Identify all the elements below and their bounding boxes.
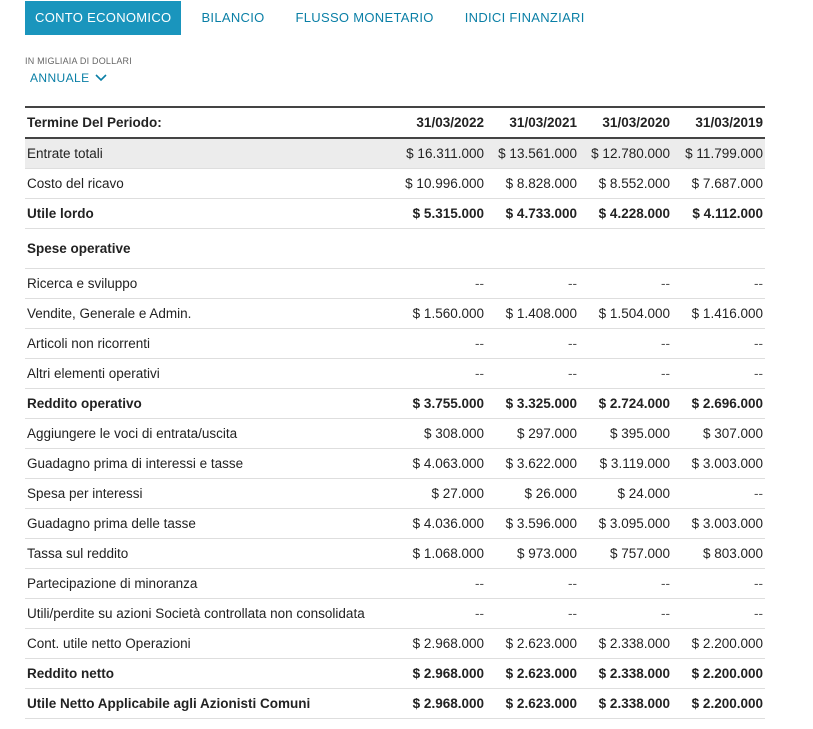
- row-value: --: [579, 359, 672, 389]
- table-body: [25, 138, 765, 719]
- table-row: [25, 169, 765, 199]
- row-value: [391, 229, 486, 269]
- row-value: [672, 229, 765, 269]
- row-value: $ 4.228.000: [579, 199, 672, 229]
- row-value: $ 10.996.000: [391, 169, 486, 199]
- table-row: [25, 689, 765, 719]
- row-value: $ 1.408.000: [486, 299, 579, 329]
- income-statement-table: [25, 106, 765, 719]
- row-value: --: [486, 269, 579, 299]
- row-value: $ 3.755.000: [391, 389, 486, 419]
- row-value: $ 3.596.000: [486, 509, 579, 539]
- row-value: $ 4.733.000: [486, 199, 579, 229]
- row-value: $ 1.504.000: [579, 299, 672, 329]
- row-label: Utili/perdite su azioni Società controllata non consolidata: [25, 599, 391, 629]
- row-value: $ 27.000: [391, 479, 486, 509]
- table-row: [25, 449, 765, 479]
- row-value: $ 8.552.000: [579, 169, 672, 199]
- table-row: [25, 199, 765, 229]
- row-value: --: [391, 569, 486, 599]
- row-value: $ 2.338.000: [579, 659, 672, 689]
- table-row: [25, 269, 765, 299]
- row-value: $ 3.119.000: [579, 449, 672, 479]
- row-value: $ 2.968.000: [391, 689, 486, 719]
- row-value: --: [486, 359, 579, 389]
- row-value: --: [672, 599, 765, 629]
- row-value: --: [486, 569, 579, 599]
- row-label: Vendite, Generale e Admin.: [25, 299, 391, 329]
- row-value: $ 308.000: [391, 419, 486, 449]
- table-row: [25, 659, 765, 689]
- table-row: [25, 329, 765, 359]
- row-value: $ 2.200.000: [672, 659, 765, 689]
- row-label: Spese operative: [25, 229, 391, 269]
- row-label: Cont. utile netto Operazioni: [25, 629, 391, 659]
- row-value: $ 1.068.000: [391, 539, 486, 569]
- row-value: $ 2.200.000: [672, 689, 765, 719]
- tab-flusso-monetario[interactable]: FLUSSO MONETARIO: [295, 10, 434, 25]
- row-value: $ 26.000: [486, 479, 579, 509]
- row-value: $ 12.780.000: [579, 138, 672, 169]
- statement-tabs: [25, 1, 606, 35]
- row-value: $ 2.968.000: [391, 659, 486, 689]
- table-row: [25, 359, 765, 389]
- row-value: --: [672, 479, 765, 509]
- row-label: Utile Netto Applicabile agli Azionisti Comuni: [25, 689, 391, 719]
- row-value: $ 11.799.000: [672, 138, 765, 169]
- row-value: $ 24.000: [579, 479, 672, 509]
- table-row: [25, 629, 765, 659]
- row-value: $ 2.623.000: [486, 629, 579, 659]
- row-value: $ 2.968.000: [391, 629, 486, 659]
- row-value: $ 7.687.000: [672, 169, 765, 199]
- period-dropdown[interactable]: [30, 71, 107, 85]
- row-value: $ 2.338.000: [579, 629, 672, 659]
- table-row: [25, 419, 765, 449]
- row-label: Aggiungere le voci di entrata/uscita: [25, 419, 391, 449]
- row-value: --: [672, 569, 765, 599]
- row-value: --: [486, 329, 579, 359]
- row-value: $ 2.724.000: [579, 389, 672, 419]
- row-value: $ 297.000: [486, 419, 579, 449]
- row-value: $ 2.696.000: [672, 389, 765, 419]
- row-label: Guadagno prima delle tasse: [25, 509, 391, 539]
- row-label: Tassa sul reddito: [25, 539, 391, 569]
- row-value: --: [391, 359, 486, 389]
- table-header-row: [25, 107, 765, 138]
- row-value: $ 757.000: [579, 539, 672, 569]
- row-value: --: [391, 599, 486, 629]
- row-value: --: [672, 329, 765, 359]
- header-column: 31/03/2020: [579, 107, 672, 138]
- tab-conto-economico[interactable]: CONTO ECONOMICO: [25, 1, 181, 35]
- units-label: IN MIGLIAIA DI DOLLARI: [25, 56, 132, 66]
- chevron-down-icon: [95, 74, 107, 82]
- row-value: $ 2.200.000: [672, 629, 765, 659]
- row-value: --: [579, 329, 672, 359]
- row-label: Costo del ricavo: [25, 169, 391, 199]
- row-value: --: [391, 329, 486, 359]
- table-row: [25, 299, 765, 329]
- row-label: Articoli non ricorrenti: [25, 329, 391, 359]
- row-value: $ 1.560.000: [391, 299, 486, 329]
- table-row: [25, 599, 765, 629]
- row-value: --: [486, 599, 579, 629]
- row-value: --: [672, 359, 765, 389]
- tab-bilancio[interactable]: BILANCIO: [201, 10, 265, 25]
- row-value: $ 3.095.000: [579, 509, 672, 539]
- row-value: [486, 229, 579, 269]
- row-value: --: [579, 569, 672, 599]
- row-value: $ 1.416.000: [672, 299, 765, 329]
- row-label: Reddito netto: [25, 659, 391, 689]
- row-label: Reddito operativo: [25, 389, 391, 419]
- table-row: [25, 509, 765, 539]
- table-row: [25, 229, 765, 269]
- row-value: $ 307.000: [672, 419, 765, 449]
- row-value: --: [579, 269, 672, 299]
- row-value: $ 13.561.000: [486, 138, 579, 169]
- table-row: [25, 138, 765, 169]
- row-value: $ 2.623.000: [486, 689, 579, 719]
- row-label: Partecipazione di minoranza: [25, 569, 391, 599]
- header-period-label: Termine Del Periodo:: [25, 107, 391, 138]
- row-value: $ 8.828.000: [486, 169, 579, 199]
- table-row: [25, 389, 765, 419]
- table-row: [25, 539, 765, 569]
- tab-indici-finanziari[interactable]: INDICI FINANZIARI: [464, 10, 585, 25]
- row-value: --: [391, 269, 486, 299]
- row-value: $ 803.000: [672, 539, 765, 569]
- row-label: Spesa per interessi: [25, 479, 391, 509]
- row-value: $ 3.003.000: [672, 449, 765, 479]
- row-value: $ 3.003.000: [672, 509, 765, 539]
- row-value: $ 2.338.000: [579, 689, 672, 719]
- row-label: Ricerca e sviluppo: [25, 269, 391, 299]
- header-column: 31/03/2022: [391, 107, 486, 138]
- header-column: 31/03/2019: [672, 107, 765, 138]
- table-row: [25, 479, 765, 509]
- period-dropdown-value: ANNUALE: [30, 71, 90, 85]
- row-label: Guadagno prima di interessi e tasse: [25, 449, 391, 479]
- row-value: $ 16.311.000: [391, 138, 486, 169]
- header-column: 31/03/2021: [486, 107, 579, 138]
- row-value: $ 395.000: [579, 419, 672, 449]
- row-value: $ 3.622.000: [486, 449, 579, 479]
- row-value: --: [579, 599, 672, 629]
- row-label: Utile lordo: [25, 199, 391, 229]
- table-row: [25, 569, 765, 599]
- row-value: --: [672, 269, 765, 299]
- row-label: Entrate totali: [25, 138, 391, 169]
- row-label: Altri elementi operativi: [25, 359, 391, 389]
- row-value: $ 4.063.000: [391, 449, 486, 479]
- row-value: $ 973.000: [486, 539, 579, 569]
- row-value: $ 3.325.000: [486, 389, 579, 419]
- row-value: $ 4.036.000: [391, 509, 486, 539]
- row-value: $ 4.112.000: [672, 199, 765, 229]
- row-value: $ 2.623.000: [486, 659, 579, 689]
- row-value: [579, 229, 672, 269]
- row-value: $ 5.315.000: [391, 199, 486, 229]
